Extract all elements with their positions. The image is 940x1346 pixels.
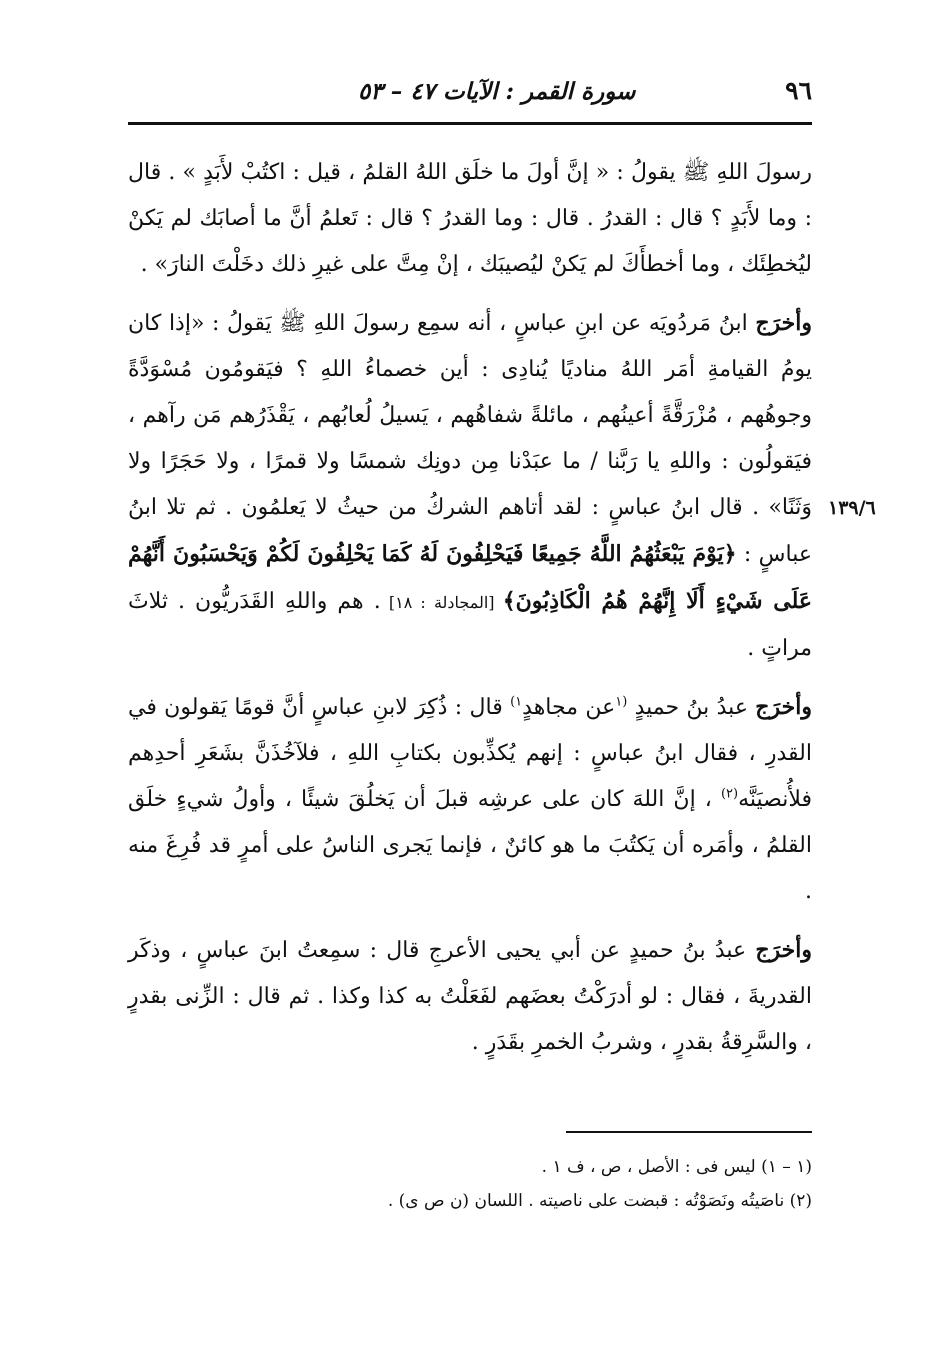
footnote-marker: (٢): [720, 786, 739, 802]
footnotes: [128, 1150, 812, 1218]
quran-verse: ﴿يَوْمَ يَبْعَثُهُمُ اللَّهُ جَمِيعًا فَيَحْلِفُونَ لَهُ كَمَا يَحْلِفُونَ لَكُمْ وَيَحْسَبُونَ أَنَّهُمْ عَلَى شَيْءٍ أَلَا إِنَّهُمْ هُمُ الْكَاذِبُونَ﴾: [128, 541, 813, 614]
paragraph-lead: وأخرَج: [755, 937, 812, 963]
footnote-marker: ١): [510, 694, 523, 710]
footnote-1: (١ – ١) ليس فى : الأصل ، ص ، ف ١ .: [541, 1157, 812, 1177]
paragraph-2: [128, 300, 812, 672]
paragraph-text: قال : ذُكِرَ لابنِ عباسٍ أنَّ قومًا يَقولون في القدرِ ، فقال ابنُ عباسٍ : إنهم يُكذِّبون بكتابِ اللهِ ، فلآخُذَنَّ بشَعَرِ أحدِهم فلأُنصيَنَّه: [128, 695, 812, 812]
paragraph-4: [128, 927, 812, 1066]
paragraph-lead: وأخرَج: [755, 694, 812, 720]
paragraph-text: ، إنَّ اللهَ كان على عرشِه قبلَ أن يَخلُقَ شيئًا ، وأولُ شيءٍ خلَق القلمُ ، وأمَره أن يَكتُبَ ما هو كائنٌ ، فإنما يَجرى الناسُ على أمرٍ قد فُرِغَ منه .: [128, 787, 812, 904]
footnote-2: (٢) ناصَيتُه ونَصَوْتُه : قبضت على ناصيته . اللسان (ن ص ى) .: [387, 1191, 812, 1211]
header-rule: [128, 122, 812, 125]
paragraph-tail: . هم واللهِ القَدَريُّون . ثلاثَ مراتٍ .: [128, 589, 812, 661]
verse-reference: [المجادلة : ١٨]: [380, 593, 503, 612]
running-title: سورة القمر : الآيات ٤٧ – ٥٣: [358, 78, 636, 105]
main-text: [128, 150, 812, 1066]
paragraph-text: ابنُ مَردُويَه عن ابنِ عباسٍ ، أنه سمِع رسولَ اللهِ ﷺ يَقولُ : «إذا كان يومُ القيامةِ أمَر اللهُ مناديًا يُنادِى : أين خصماءُ اللهِ ؟ فيَقومُون مُسْوَدَّةً وجوهُهم ، مُزْرَقَّةً أعينُهم ، مائلةً شفاهُهم ، يَسيلُ لُعابُهم ، يَقْذَرُهم مَن رآهم ، فيَقولُون : واللهِ يا رَبَّنا / ما عبَدْنا مِن دونِك شمسًا ولا قمرًا ، ولا حَجَرًا ولا وَثَنًا» . قال ابنُ عباسٍ : لقد أتاهم الشركُ من حيثُ لا يَعلمُون . ثم تلا ابنُ عباسٍ :: [128, 311, 812, 567]
paragraph-lead: وأخرَج: [755, 310, 812, 336]
paragraph-text: عن مجاهدٍ: [522, 695, 616, 720]
paragraph-text: رسولَ اللهِ ﷺ يقولُ : « إنَّ أولَ ما خلَق اللهُ القلمُ ، قيل : اكتُبْ لأَبَدٍ » . قال : وما لأَبَدٍ ؟ قال : القدرُ . قال : وما القدرُ ؟ قال : تَعلمُ أنَّ ما أصابَك لم يَكنْ ليُخطِئَك ، وما أخطأَكَ لم يَكنْ ليُصيبَك ، إنْ مِتَّ على غيرِ ذلك دخَلْتَ النارَ» .: [128, 160, 812, 277]
footnote-marker: (١: [615, 694, 628, 710]
paragraph-3: [128, 684, 812, 915]
paragraph-text: عبدُ بنُ حميدٍ: [627, 695, 756, 720]
running-header: [128, 76, 812, 120]
paragraph-text: عبدُ بنُ حميدٍ عن أبي يحيى الأعرجِ قال : سمِعتُ ابنَ عباسٍ ، وذكَر القدريةَ ، فقال : لو أدرَكْتُ بعضَهم لفَعَلْتُ به كذا وكذا . ثم قال : الزِّنى بقدرٍ ، والسَّرِقةُ بقدرٍ ، وشربُ الخمرِ بقَدَرٍ .: [128, 938, 812, 1055]
page-number: ٩٦: [785, 76, 812, 105]
paragraph-1: [128, 150, 812, 288]
footnote-rule: [566, 1131, 812, 1133]
margin-reference: ١٣٩/٦: [828, 497, 876, 519]
